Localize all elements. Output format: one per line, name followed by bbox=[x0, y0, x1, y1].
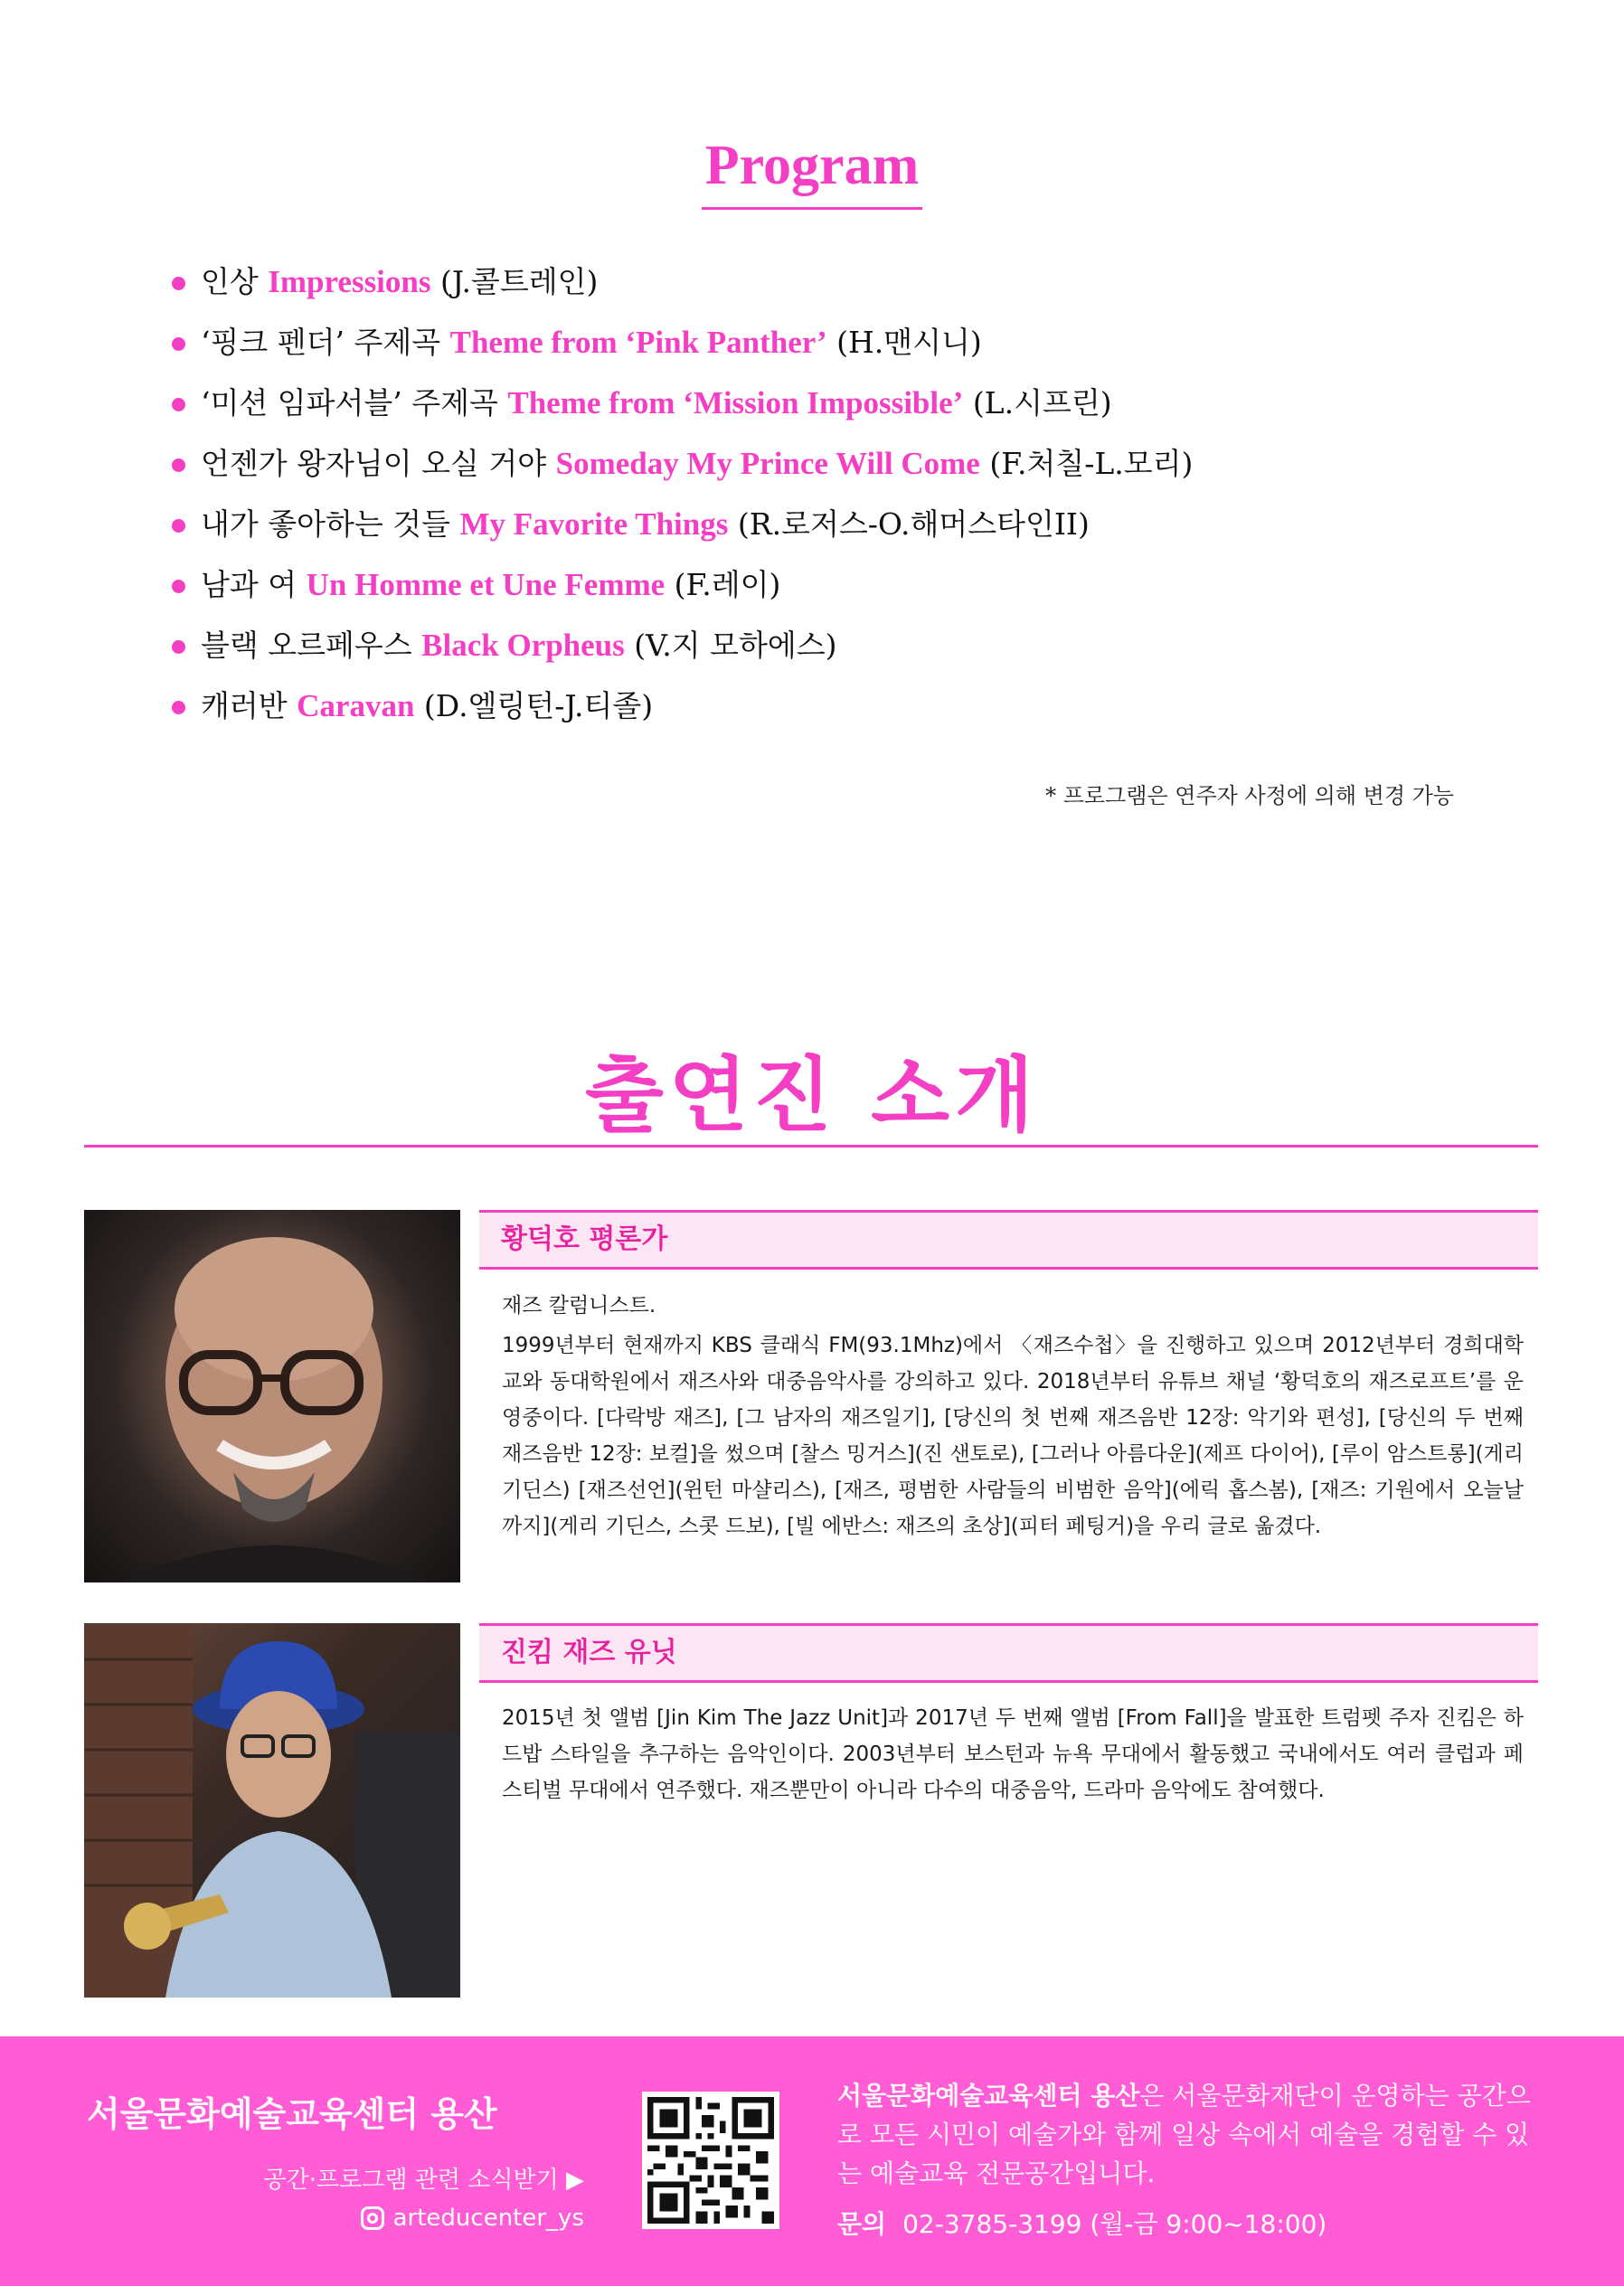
footer-contact bbox=[837, 2205, 1327, 2241]
program-title bbox=[0, 134, 1624, 210]
program-item: 인상 Impressions (J.콜트레인) bbox=[172, 251, 1193, 312]
program-item: 캐러반 Caravan (D.엘링턴-J.티졸) bbox=[172, 675, 1193, 736]
performer-photo-jazz-unit bbox=[84, 1623, 460, 1998]
footer-org-name: 서울문화예술교육센터 용산 bbox=[87, 2094, 497, 2134]
program-item: 남과 여 Un Homme et Une Femme (F.레이) bbox=[172, 554, 1193, 615]
performer-name-critic: 황덕호 평론가 bbox=[479, 1210, 1538, 1270]
qr-code-icon bbox=[647, 2097, 774, 2224]
contact-phone[interactable]: 02-3785-3199 (월-금 9:00~18:00) bbox=[902, 2209, 1327, 2239]
instagram-icon bbox=[361, 2206, 384, 2230]
qr-code[interactable] bbox=[642, 2092, 779, 2229]
program-title-text: Program bbox=[702, 134, 922, 210]
program-note: * 프로그램은 연주자 사정에 의해 변경 가능 bbox=[1045, 783, 1454, 808]
instagram-link[interactable] bbox=[361, 2205, 584, 2232]
performer-bio-critic-title: 재즈 칼럼니스트. bbox=[502, 1294, 656, 1318]
portrait-illustration bbox=[84, 1623, 460, 1998]
performer-name-jazz-unit: 진킴 재즈 유닛 bbox=[479, 1623, 1538, 1683]
footer-desc-org: 서울문화예술교육센터 용산 bbox=[837, 2081, 1140, 2111]
portrait-illustration bbox=[84, 1210, 460, 1582]
performer-bio-jazz-unit: 2015년 첫 앨범 [Jin Kim The Jazz Unit]과 2017년 두 번째 앨범 [From Fall]을 발표한 트럼펫 주자 진킴은 하드밥 스타일을 추구하는 음악인이다. 2003년부터 보스턴과 뉴욕 무대에서 활동했고 국내에서도 여러 클럽과 페스티벌 무대에서 연주했다. 재즈뿐만이 아니라 다수의 대중음악, 드라마 음악에도 참여했다. bbox=[502, 1706, 1524, 1802]
program-list bbox=[172, 251, 1193, 736]
instagram-handle: arteducenter_ys bbox=[392, 2205, 584, 2232]
footer-desc-text: 은 서울문화재단이 운영하는 공간으로 모든 시민이 예술가와 함께 일상 속에서 예술을 경험할 수 있는 예술교육 전문공간입니다. bbox=[837, 2081, 1531, 2188]
footer-description bbox=[837, 2076, 1552, 2193]
program-item: 내가 좋아하는 것들 My Favorite Things (R.로저스-O.해머스타인II) bbox=[172, 494, 1193, 554]
program-item: ‘미션 임파서블’ 주제곡 Theme from ‘Mission Impossible’ (L.시프린) bbox=[172, 373, 1193, 433]
footer bbox=[0, 2036, 1624, 2286]
performer-photo-critic bbox=[84, 1210, 460, 1582]
program-item: 언젠가 왕자님이 오실 거야 Someday My Prince Will Come (F.처칠-L.모리) bbox=[172, 433, 1193, 494]
performers-title: 출연진 소개 bbox=[584, 1048, 1040, 1143]
subscribe-link[interactable]: 공간·프로그램 관련 소식받기 ▶ bbox=[263, 2167, 584, 2194]
program-item: ‘핑크 펜더’ 주제곡 Theme from ‘Pink Panther’ (H.맨시니) bbox=[172, 312, 1193, 373]
program-item: 블랙 오르페우스 Black Orpheus (V.지 모하에스) bbox=[172, 615, 1193, 675]
performer-bio-critic: 1999년부터 현재까지 KBS 클래식 FM(93.1Mhz)에서 〈재즈수첩〉을 진행하고 있으며 2012년부터 경희대학교와 동대학원에서 재즈사와 대중음악사를 강의하고 있다. 2018년부터 유튜브 채널 ‘황덕호의 재즈로프트’를 운영중이다. [다락방 재즈], [그 남자의 재즈일기], [당신의 첫 번째 재즈음반 12장: 악기와 편성], [당신의 두 번째 재즈음반 12장: 보컬]을 썼으며 [찰스 밍거스](진 샌토로), [그러나 아름다운](제프 다이어), [루이 암스트롱](게리 기딘스) [재즈선언](윈턴 마샬리스), [재즈, 평범한 사람들의 비범한 음악](에릭 홉스봄), [재즈: 기원에서 오늘날까지](게리 기딘스, 스콧 드보), [빌 에반스: 재즈의 초상](피터 페팅거)을 우리 글로 옮겼다. bbox=[502, 1334, 1524, 1538]
contact-label: 문의 bbox=[837, 2209, 887, 2239]
section-divider bbox=[84, 1145, 1538, 1148]
